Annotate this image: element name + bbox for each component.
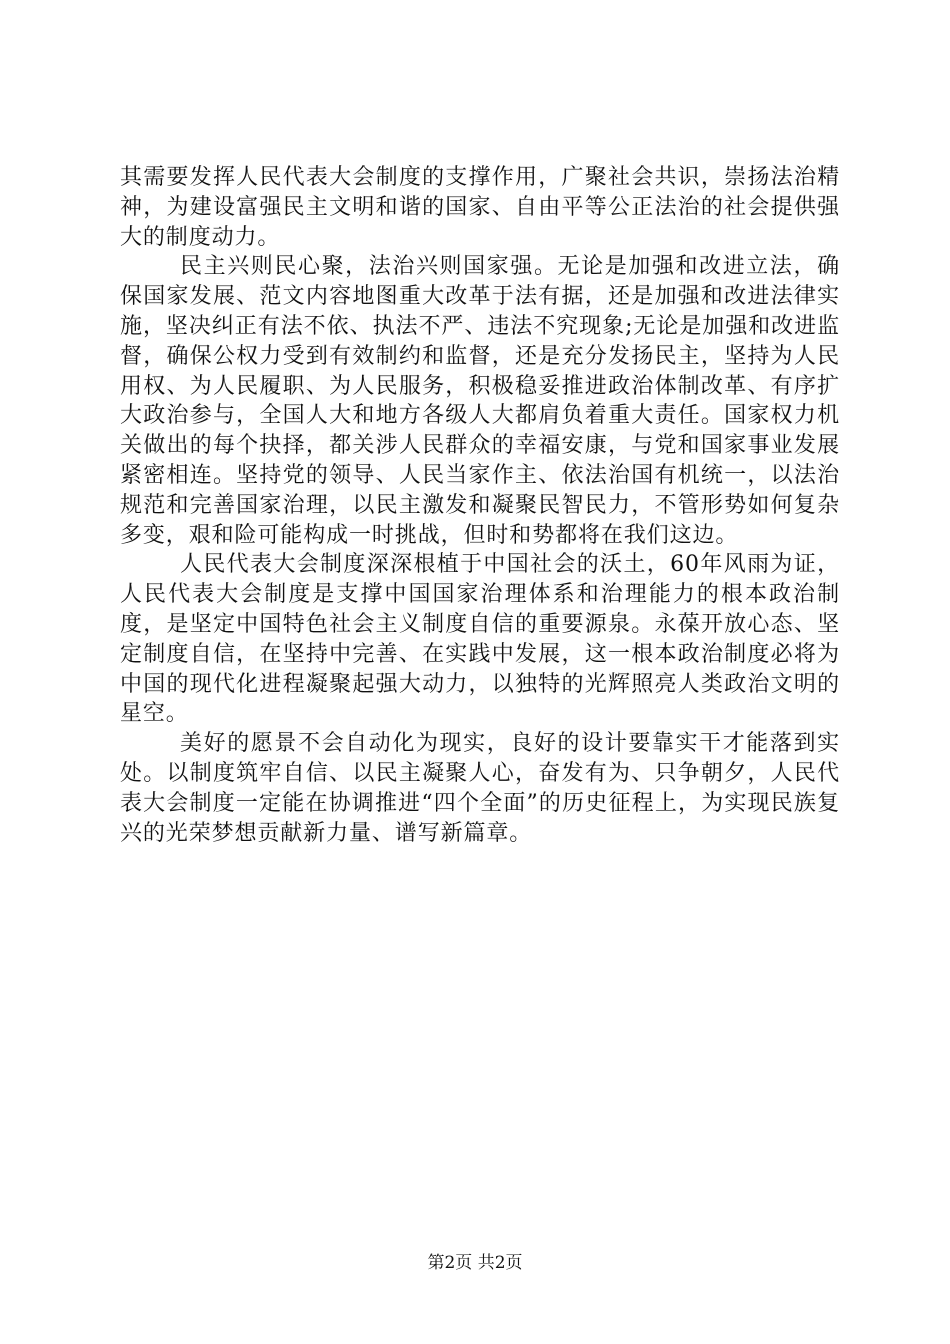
document-body: [120, 163, 840, 848]
paragraph-democracy-rule-of-law: 民主兴则民心聚，法治兴则国家强。无论是加强和改进立法，确保国家发展、范文内容地图重大改革于法有据，还是加强和改进法律实施，坚决纠正有法不依、执法不严、违法不究现象;无论是加强和改进监督，确保公权力受到有效制约和监督，还是充分发扬民主，坚持为人民用权、为人民履职、为人民服务，积极稳妥推进政治体制改革、有序扩大政治参与，全国人大和地方各级人大都肩负着重大责任。国家权力机关做出的每个抉择，都关涉人民群众的幸福安康，与党和国家事业发展紧密相连。坚持党的领导、人民当家作主、依法治国有机统一，以法治规范和完善国家治理，以民主激发和凝聚民智民力，不管形势如何复杂多变，艰和险可能构成一时挑战，但时和势都将在我们这边。: [120, 254, 840, 548]
page-number-footer: 第2页 共2页: [427, 1253, 523, 1273]
paragraph-peoples-congress-system: 人民代表大会制度深深根植于中国社会的沃土，60年风雨为证，人民代表大会制度是支撑中国国家治理体系和治理能力的根本政治制度，是坚定中国特色社会主义制度自信的重要源泉。永葆开放心态、坚定制度自信，在坚持中完善、在实践中发展，这一根本政治制度必将为中国的现代化进程凝聚起强大动力，以独特的光辉照亮人类政治文明的星空。: [120, 552, 840, 727]
paragraph-conclusion: 美好的愿景不会自动化为现实，良好的设计要靠实干才能落到实处。以制度筑牢自信、以民主凝聚人心，奋发有为、只争朝夕，人民代表大会制度一定能在协调推进“四个全面”的历史征程上，为实现民族复兴的光荣梦想贡献新力量、谱写新篇章。: [120, 731, 840, 846]
paragraph-continued: 其需要发挥人民代表大会制度的支撑作用，广聚社会共识，崇扬法治精神，为建设富强民主文明和谐的国家、自由平等公正法治的社会提供强大的制度动力。: [120, 165, 840, 250]
